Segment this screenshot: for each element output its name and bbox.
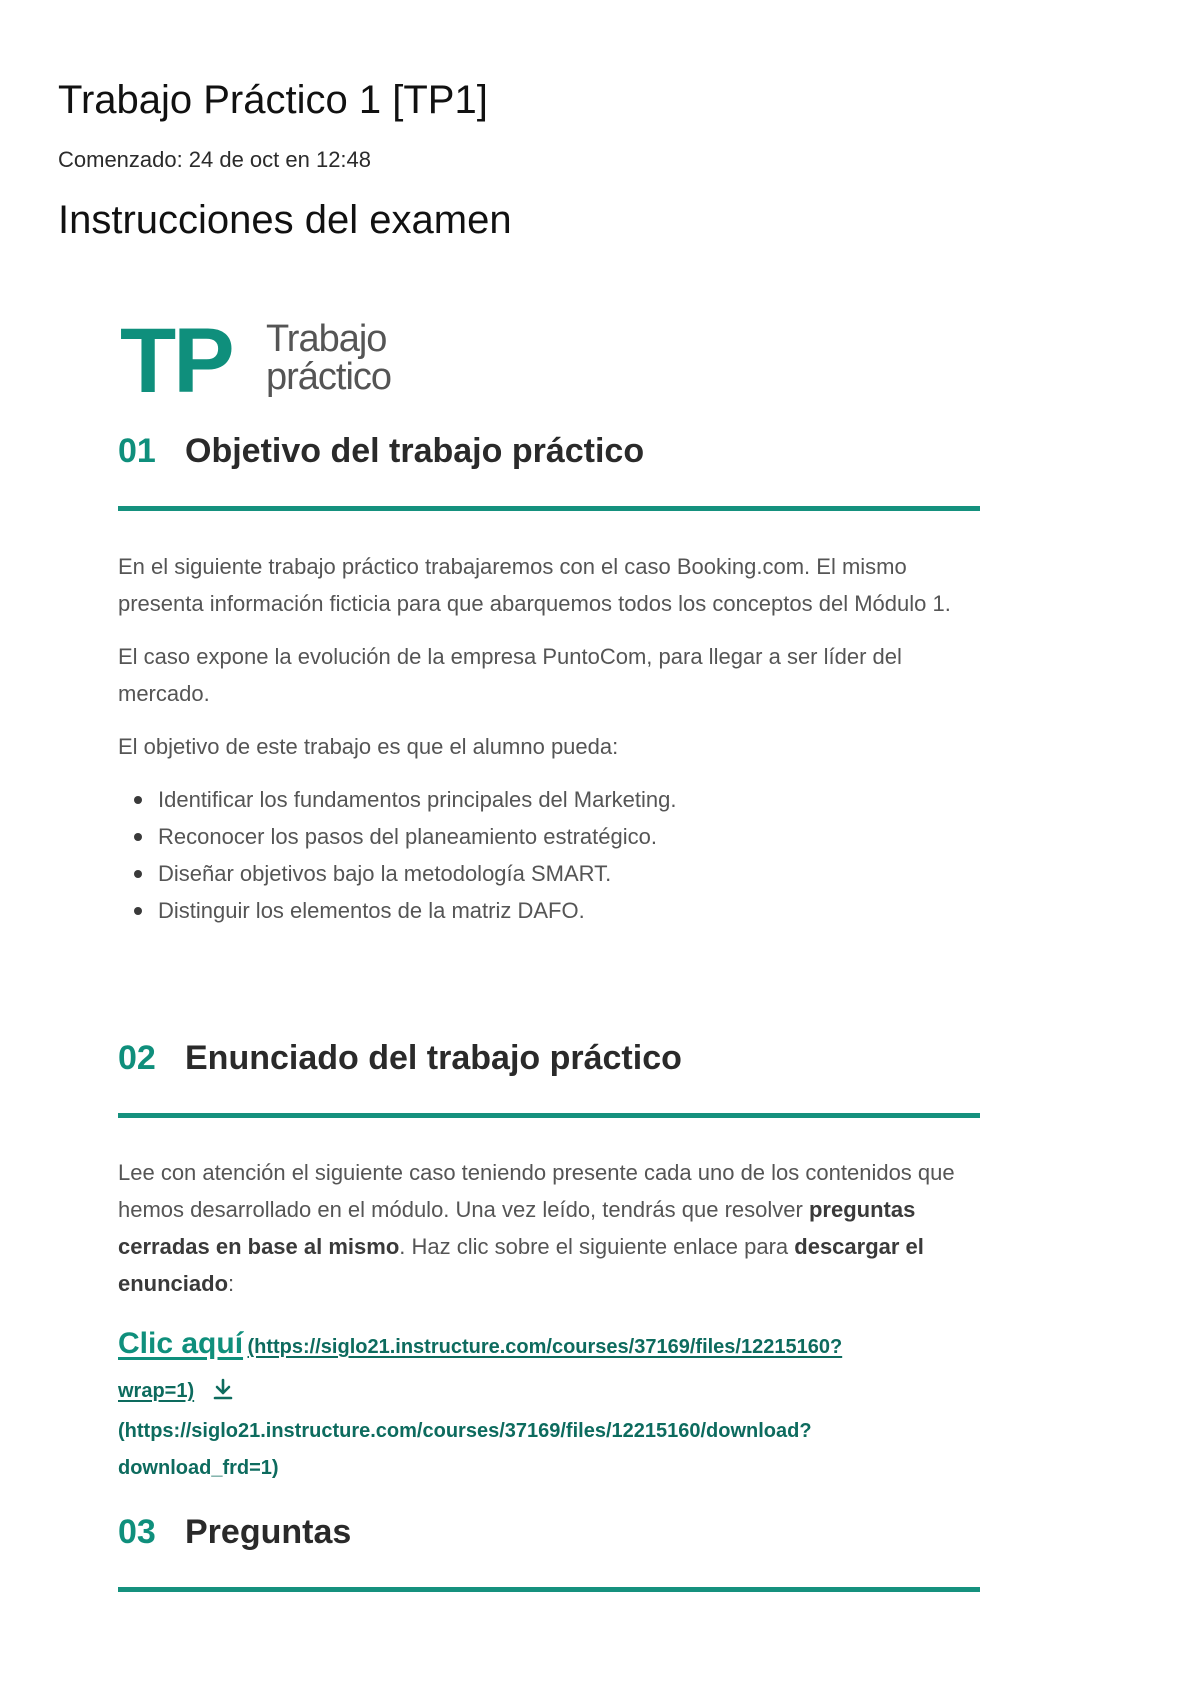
section-header	[118, 1506, 980, 1558]
goal-text: Diseñar objetivos bajo la metodología SMART.	[158, 861, 612, 886]
statement-url-link[interactable]: (https://siglo21.instructure.com/courses/37169/files/12215160?	[247, 1336, 843, 1358]
section-number: 03	[118, 1512, 156, 1551]
list-item	[118, 892, 980, 929]
tp-logo-text	[266, 320, 391, 396]
started-label: Comenzado:	[58, 147, 183, 172]
statement-text: Lee con atención el siguiente caso teniendo presente cada uno de los contenidos que hemos desarrollado en el módulo. Una vez leído, tendrás que resolver	[118, 1160, 955, 1222]
goal-text: Reconocer los pasos del planeamiento estratégico.	[158, 824, 657, 849]
section-divider	[118, 1587, 980, 1592]
section-header	[118, 1032, 980, 1084]
section-header	[118, 425, 980, 477]
statement-link-row	[118, 1322, 988, 1371]
clic-aqui-link[interactable]: Clic aquí	[118, 1327, 244, 1360]
tp-logo-line1: Trabajo	[266, 318, 387, 360]
download-button[interactable]	[199, 1384, 235, 1401]
statement-text: . Haz clic sobre el siguiente enlace para	[399, 1234, 795, 1259]
list-item	[118, 781, 980, 818]
section-title: Enunciado del trabajo práctico	[185, 1038, 682, 1077]
section-statement	[118, 1032, 980, 1118]
section-number: 01	[118, 431, 156, 470]
exam-instructions-heading: Instrucciones del examen	[58, 198, 512, 242]
download-icon	[211, 1377, 235, 1401]
bullet-icon	[134, 907, 142, 915]
bullet-icon	[134, 833, 142, 841]
section-objective	[118, 425, 980, 511]
tp-logo-line2: práctico	[266, 356, 392, 398]
statement-bold-text: descargar el enunciado	[118, 1234, 924, 1296]
download-links	[118, 1322, 988, 1487]
section-number: 02	[118, 1038, 156, 1077]
download-url-cont[interactable]: download_frd=1)	[118, 1457, 279, 1479]
started-value: 24 de oct en 12:48	[188, 147, 372, 172]
bullet-icon	[134, 870, 142, 878]
statement-url-link-cont[interactable]: wrap=1)	[118, 1380, 195, 1402]
objective-paragraph: El caso expone la evolución de la empresa PuntoCom, para llegar a ser líder del mercado.	[118, 644, 902, 706]
list-item	[118, 818, 980, 855]
tp-logo-mark: TP	[120, 310, 232, 412]
page-title: Trabajo Práctico 1 [TP1]	[58, 78, 488, 122]
objective-paragraph: En el siguiente trabajo práctico trabajaremos con el caso Booking.com. El mismo presenta información ficticia para que abarquemos todos los conceptos del Módulo 1.	[118, 554, 951, 616]
section-title: Preguntas	[185, 1512, 352, 1551]
objective-paragraph: El objetivo de este trabajo es que el alumno pueda:	[118, 734, 619, 759]
started-info	[58, 146, 371, 174]
statement-link-row	[118, 1371, 988, 1413]
bullet-icon	[134, 796, 142, 804]
statement-bold-text: preguntas cerradas en base al mismo	[118, 1197, 916, 1259]
section-divider	[118, 506, 980, 511]
tp-logo	[120, 310, 420, 412]
statement-paragraph	[118, 1154, 978, 1302]
download-url[interactable]: (https://siglo21.instructure.com/courses/37169/files/12215160/download?	[118, 1420, 812, 1442]
statement-body	[118, 1154, 980, 1302]
section-divider	[118, 1113, 980, 1118]
section-title: Objetivo del trabajo práctico	[185, 431, 645, 470]
goals-list	[118, 781, 980, 929]
goal-text: Identificar los fundamentos principales del Marketing.	[158, 787, 677, 812]
statement-text: :	[228, 1271, 235, 1296]
section-questions	[118, 1506, 980, 1592]
list-item	[118, 855, 980, 892]
objective-body	[118, 548, 980, 929]
goal-text: Distinguir los elementos de la matriz DAFO.	[158, 898, 585, 923]
